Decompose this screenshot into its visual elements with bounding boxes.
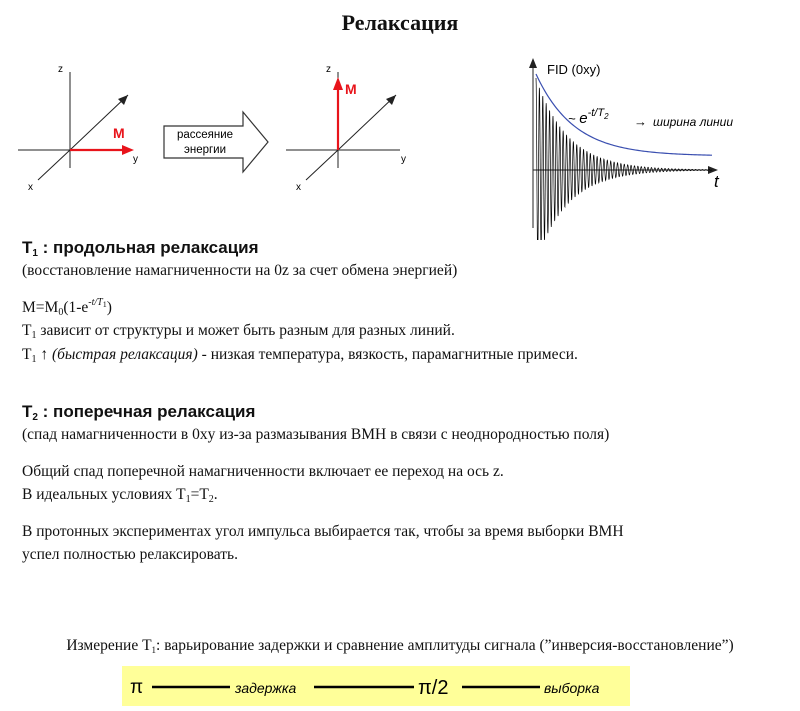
t1-fast-relaxation-text: T1 ↑ (быстрая релаксация) - низкая температура, вязкость, парамагнитные примеси.	[22, 346, 578, 365]
t2-proton-text-line2: успел полностью релаксировать.	[22, 546, 238, 563]
axis-x-label: x	[296, 182, 301, 193]
page-title: Релаксация	[341, 10, 459, 35]
delay-label: задержка	[235, 680, 297, 696]
m-label: M	[113, 125, 125, 141]
t2-ideal-conditions-text: В идеальных условиях T1=T2.	[22, 486, 218, 505]
fid-signal	[536, 78, 712, 240]
fid-label: FID (0xy)	[547, 62, 601, 77]
axis-y-label: y	[401, 154, 406, 165]
fid-plot	[529, 58, 733, 240]
arrow-text-line2: энергии	[183, 144, 227, 156]
arrow-text-line1: рассеяние	[176, 129, 234, 141]
t1-heading: T1 : продольная релаксация	[22, 238, 259, 259]
axes-final	[286, 64, 406, 193]
t1-structure-text: T1 зависит от структуры и может быть разным для разных линий.	[22, 322, 455, 341]
pulse-sequence	[122, 666, 630, 706]
axes-initial	[18, 64, 138, 193]
axis-x-label: x	[28, 182, 33, 193]
pi-pulse-label: π	[130, 677, 144, 698]
decay-arrow: →	[634, 114, 647, 129]
axis-z-label: z	[326, 64, 331, 75]
t2-description: (спад намагниченности в 0xy из-за размазывания ВМН в связи с неоднородностью поля)	[22, 426, 610, 443]
t2-total-decay-text: Общий спад поперечной намагниченности включает ее переход на ось z.	[22, 463, 504, 480]
pulse-sequence-bar	[122, 666, 630, 706]
decay-formula: ~ $e^{-t/T}_2$	[568, 107, 609, 127]
t1-formula: $M=M0(1-e^{-t/T_1})$	[22, 297, 112, 318]
acquisition-label: выборка	[544, 680, 600, 696]
t-axis-label: t	[714, 172, 719, 191]
m-label: M	[345, 81, 357, 97]
t2-proton-text-line1: В протонных экспериментах угол импульса выбирается так, чтобы за время выборки ВМН	[22, 523, 624, 540]
axis-z-label: z	[58, 64, 63, 75]
pi-half-pulse-label: π/2	[418, 677, 449, 699]
measurement-text: Измерение T1: варьирование задержки и сравнение амплитуды сигнала (”инверсия-восстановление”)	[66, 637, 734, 655]
t2-heading: T2 : поперечная релаксация	[22, 402, 256, 423]
t1-description: (восстановление намагниченности на 0z за счет обмена энергией)	[22, 262, 458, 279]
relaxation-diagram	[0, 50, 800, 240]
energy-dissipation-arrow	[164, 112, 268, 172]
axis-y-label: y	[133, 154, 138, 165]
linewidth-label: ширина линии	[653, 115, 733, 129]
